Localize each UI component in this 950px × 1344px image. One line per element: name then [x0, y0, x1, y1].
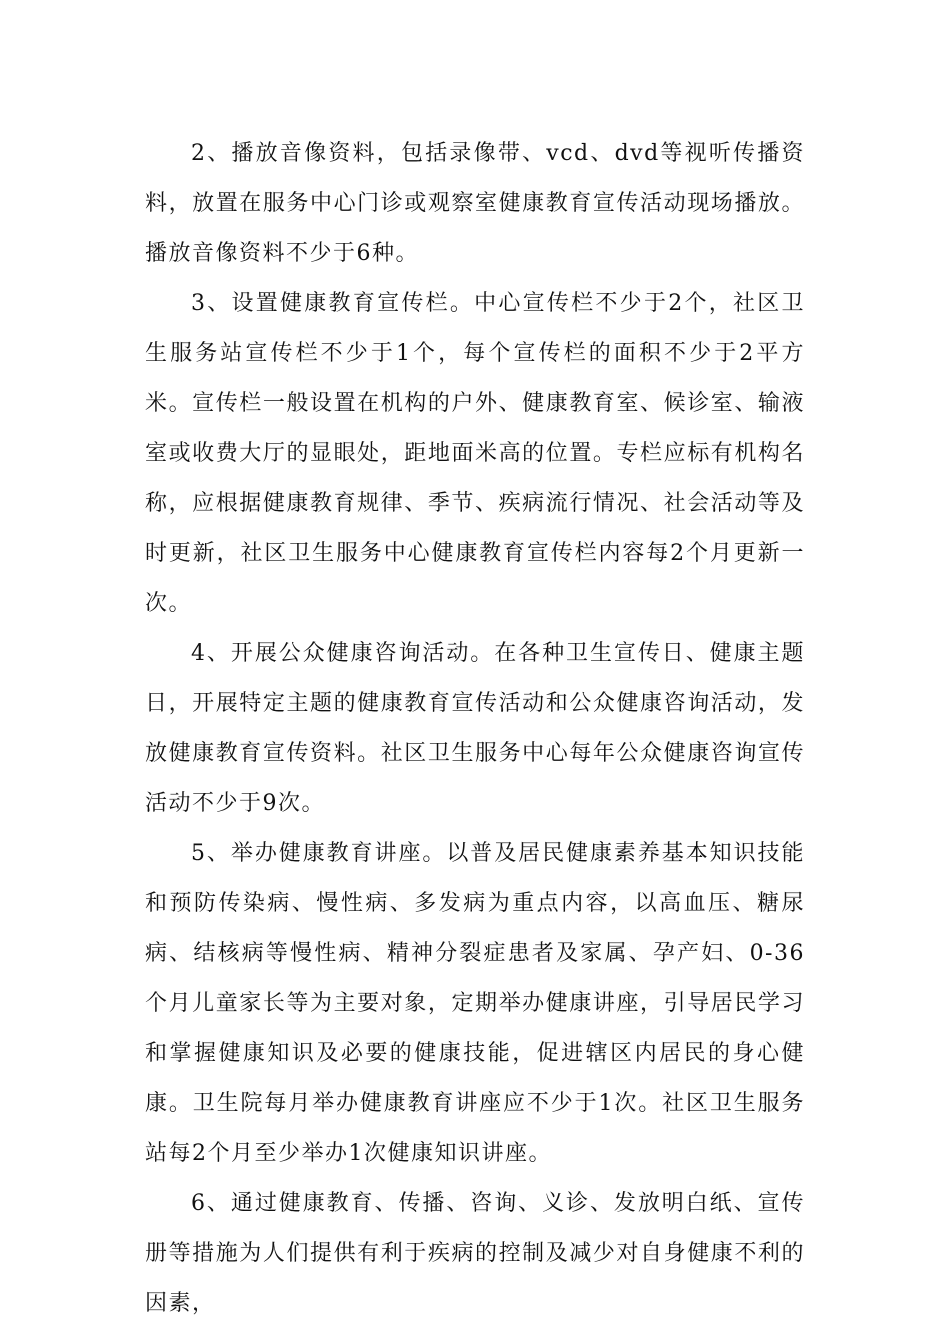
paragraph-item-4: 4、开展公众健康咨询活动。在各种卫生宣传日、健康主题日，开展特定主题的健康教育宣传活动和公众健康咨询活动，发放健康教育宣传资料。社区卫生服务中心每年公众健康咨询宣传活动不少于9次。: [145, 641, 805, 816]
paragraph-item-2: 2、播放音像资料，包括录像带、vcd、dvd等视听传播资料，放置在服务中心门诊或观察室健康教育宣传活动现场播放。播放音像资料不少于6种。: [145, 141, 805, 266]
paragraph-item-3: 3、设置健康教育宣传栏。中心宣传栏不少于2个，社区卫生服务站宣传栏不少于1个，每个宣传栏的面积不少于2平方米。宣传栏一般设置在机构的户外、健康教育室、候诊室、输液室或收费大厅的显眼处，距地面米高的位置。专栏应标有机构名称，应根据健康教育规律、季节、疾病流行情况、社会活动等及时更新，社区卫生服务中心健康教育宣传栏内容每2个月更新一次。: [145, 291, 805, 616]
document-body: [145, 129, 805, 1329]
paragraph-item-5: 5、举办健康教育讲座。以普及居民健康素养基本知识技能和预防传染病、慢性病、多发病为重点内容，以高血压、糖尿病、结核病等慢性病、精神分裂症患者及家属、孕产妇、0-36个月儿童家长等为主要对象，定期举办健康讲座，引导居民学习和掌握健康知识及必要的健康技能，促进辖区内居民的身心健康。卫生院每月举办健康教育讲座应不少于1次。社区卫生服务站每2个月至少举办1次健康知识讲座。: [145, 841, 805, 1166]
paragraph-item-6: 6、通过健康教育、传播、咨询、义诊、发放明白纸、宣传册等措施为人们提供有利于疾病的控制及减少对自身健康不利的因素，: [145, 1191, 805, 1316]
